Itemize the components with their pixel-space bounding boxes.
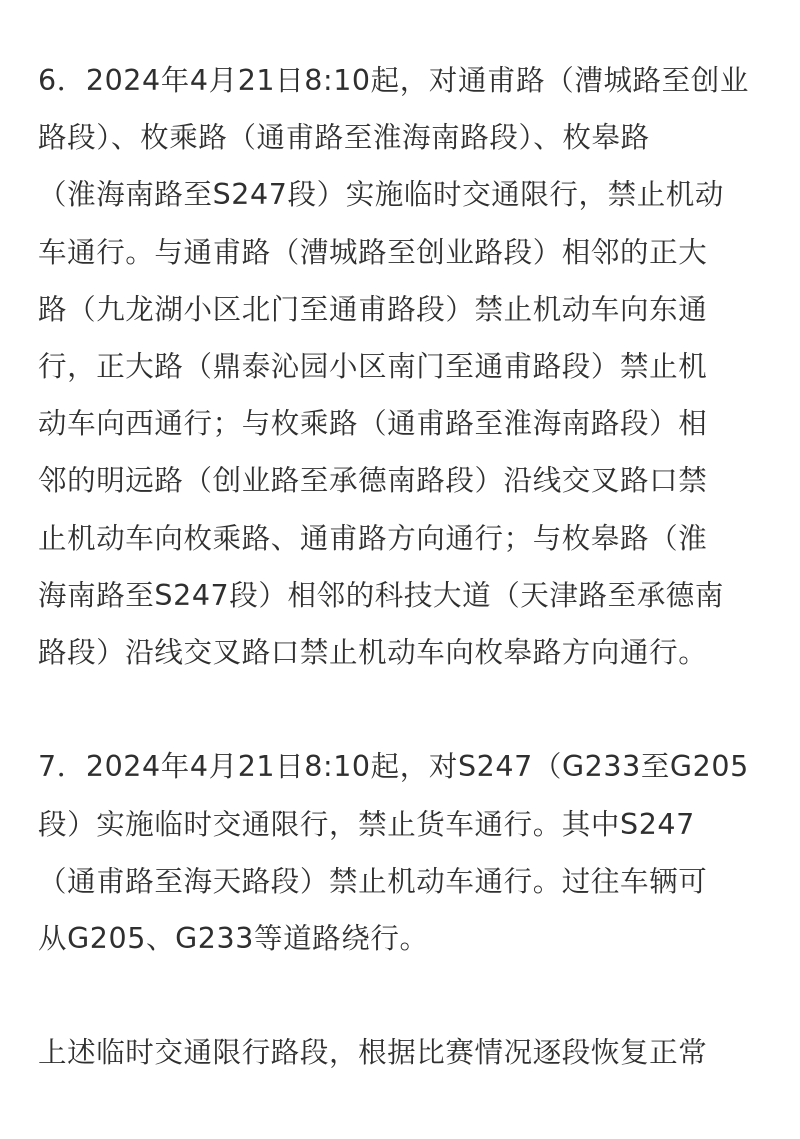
paragraph-item-6 bbox=[38, 52, 766, 681]
text-line: 段）实施临时交通限行，禁止货车通行。其中S247 bbox=[38, 807, 695, 841]
text-line: 海南路至S247段）相邻的科技大道（天津路至承德南 bbox=[38, 578, 724, 612]
text-line: 上述临时交通限行路段，根据比赛情况逐段恢复正常 bbox=[38, 1036, 708, 1070]
text-line: 6．2024年4月21日8:10起，对通甫路（漕城路至创业 bbox=[38, 64, 749, 97]
text-line: 邻的明远路（创业路至承德南路段）沿线交叉路口禁 bbox=[38, 464, 708, 498]
text-line: 路段）、枚乘路（通甫路至淮海南路段）、枚皋路 bbox=[38, 121, 650, 155]
text-line: 路段）沿线交叉路口禁止机动车向枚皋路方向通行。 bbox=[38, 636, 708, 670]
text-line: 车通行。与通甫路（漕城路至创业路段）相邻的正大 bbox=[38, 235, 708, 269]
paragraph-item-7 bbox=[38, 738, 766, 967]
text-line: 从G205、G233等道路绕行。 bbox=[38, 922, 429, 956]
text-line: （通甫路至海天路段）禁止机动车通行。过往车辆可 bbox=[38, 864, 708, 898]
text-line: 7．2024年4月21日8:10起，对S247（G233至G205 bbox=[38, 750, 749, 784]
paragraph-summary bbox=[38, 1024, 766, 1081]
text-line: （淮海南路至S247段）实施临时交通限行，禁止机动 bbox=[38, 178, 724, 212]
text-line: 路（九龙湖小区北门至通甫路段）禁止机动车向东通 bbox=[38, 292, 708, 326]
text-line: 行，正大路（鼎泰沁园小区南门至通甫路段）禁止机 bbox=[38, 350, 708, 384]
article-body bbox=[38, 52, 766, 1139]
text-line: 止机动车向枚乘路、通甫路方向通行；与枚皋路（淮 bbox=[38, 521, 708, 555]
text-line: 动车向西通行；与枚乘路（通甫路至淮海南路段）相 bbox=[38, 407, 708, 441]
